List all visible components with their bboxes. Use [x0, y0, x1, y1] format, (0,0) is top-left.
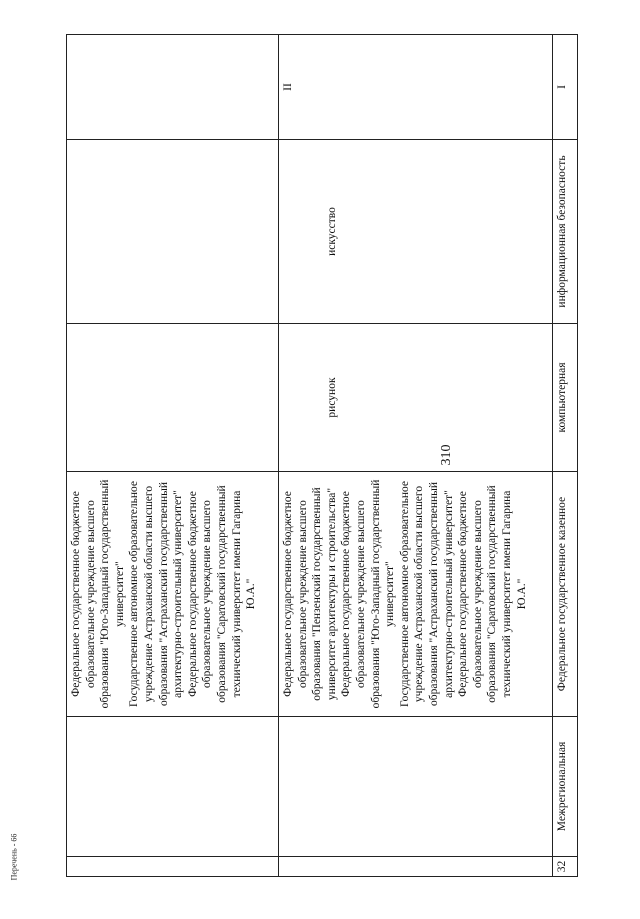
olympiad-level: Межрегиональная — [553, 717, 578, 857]
organizers-cell: Федеральное государственное бюджетное образовательное учреждение высшего образования "Пензенский государственный университет архитектуры и строительства" Федеральное государственное бюджетное образовательное учреждение высшего образования "Юго-Западный государственный университет" Государственное автономное образовательное учреждение Астраханской области высшего образования "Астраханский государственный архитектурно-строительный университет" Федеральное государственное бюджетное образовательное учреждение высшего образования "Саратовский государственный технический университет имени Гагарина Ю.А." — [279, 472, 553, 717]
table-row — [279, 35, 553, 877]
table-row — [553, 35, 578, 877]
row-number — [67, 857, 279, 877]
subject-cell: искусство — [279, 140, 553, 324]
subject-cell: информационная безопасность — [553, 140, 578, 324]
organizers-cell: Федеральное государственное бюджетное образовательное учреждение высшего образования "Юго-Западный государственный университет" Государственное автономное образовательное учреждение Астраханской области высшего образования "Астраханский государственный архитектурно-строительный университет" Федеральное государственное бюджетное образовательное учреждение высшего образования "Саратовский государственный технический университет имени Гагарина Ю.А." — [67, 472, 279, 717]
page-number: 310 — [439, 444, 454, 466]
profile-cell — [67, 324, 279, 472]
rotated-table-page — [66, 35, 577, 877]
row-number — [279, 857, 553, 877]
level-cell — [67, 35, 279, 140]
footer-note: Перечень - 66 — [9, 833, 19, 881]
profile-cell: рисунок — [279, 324, 553, 472]
subject-cell — [67, 140, 279, 324]
table-row — [67, 35, 279, 877]
olympiad-level — [67, 717, 279, 857]
row-number: 32 — [553, 857, 578, 877]
profile-cell: компьютерная — [553, 324, 578, 472]
level-cell: I — [553, 35, 578, 140]
olympiad-table — [66, 34, 578, 877]
organizers-cell: Федеральное государственное казенное — [553, 472, 578, 717]
olympiad-level — [279, 717, 553, 857]
level-cell: II — [279, 35, 553, 140]
